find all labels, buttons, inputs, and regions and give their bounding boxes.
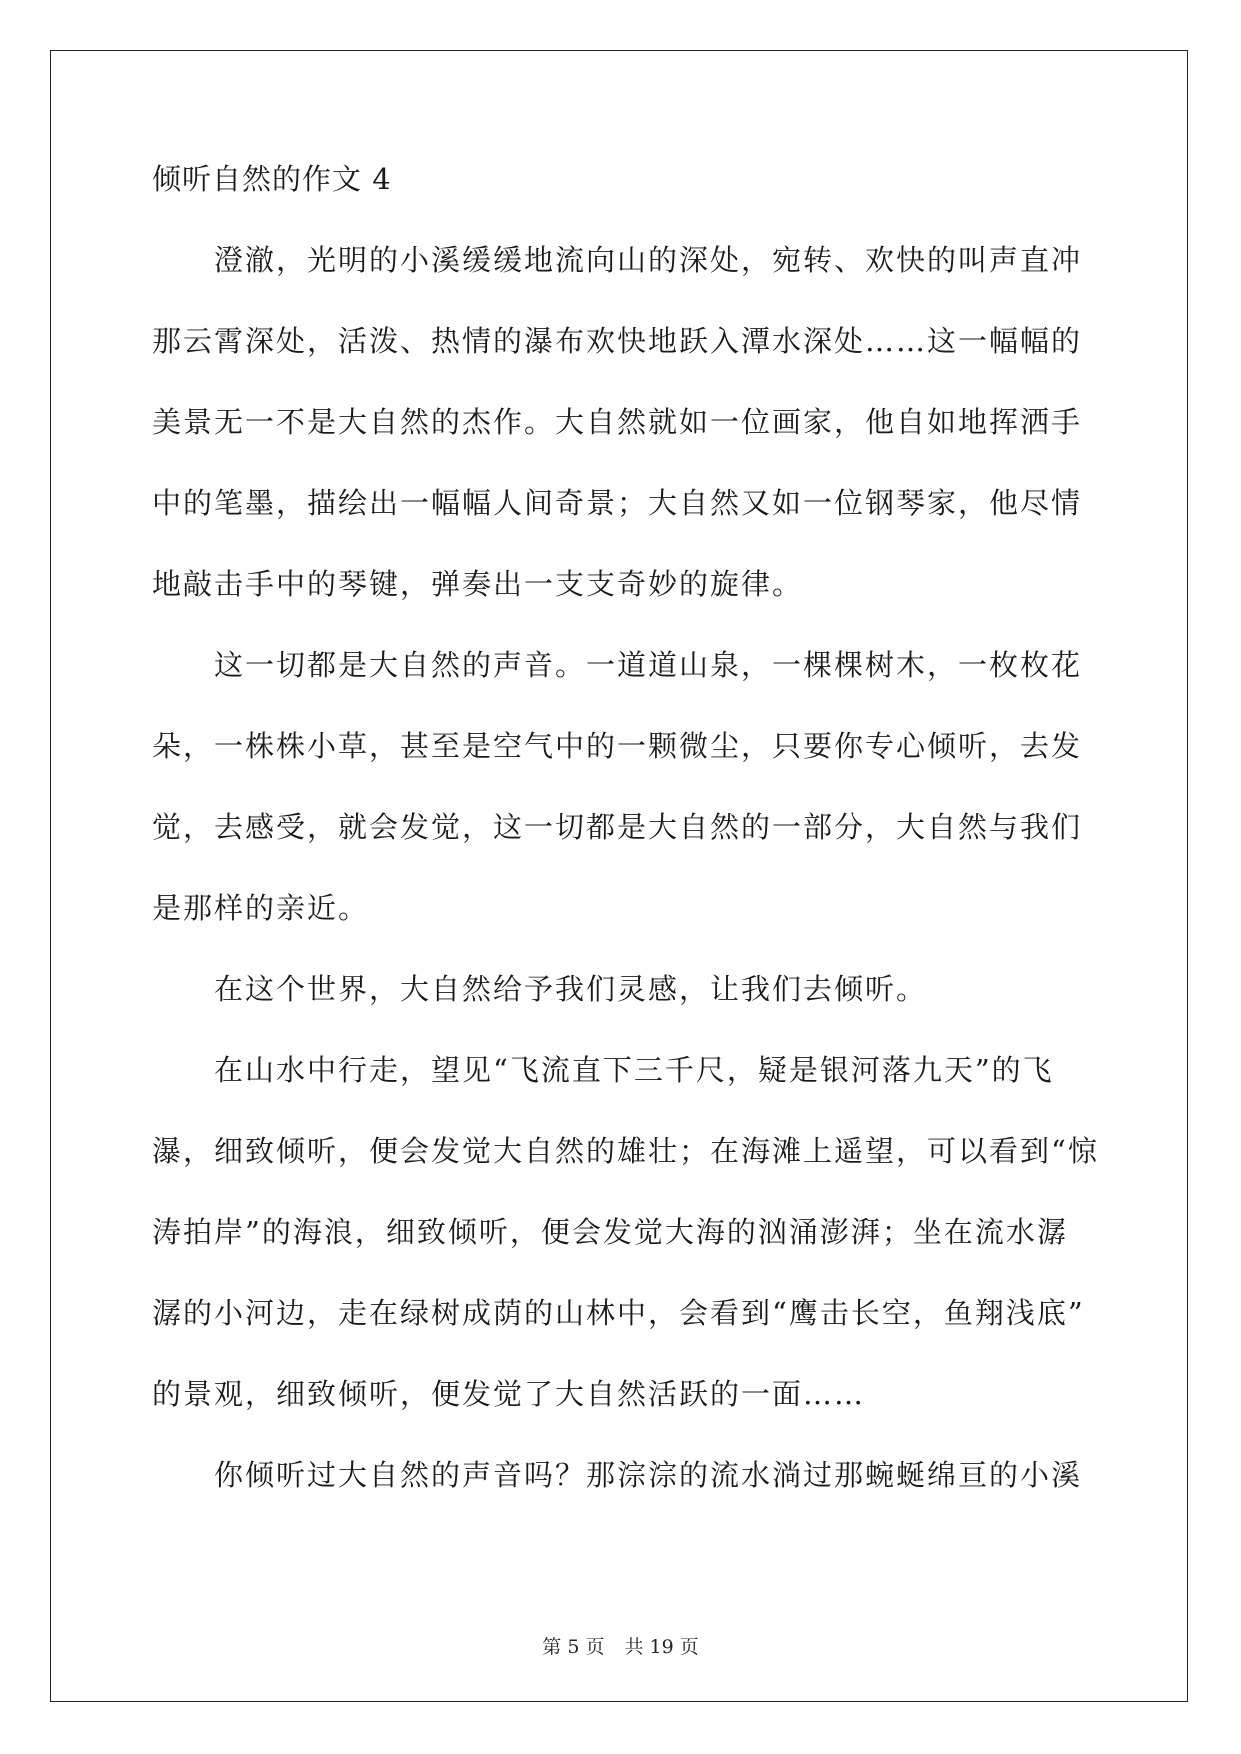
- text-line: 在山水中行走，望见“飞流直下三千尺，疑是银河落九天”的飞: [214, 1053, 1054, 1087]
- document-body: [152, 158, 1099, 1535]
- text-line: 觉，去感受，就会发觉，这一切都是大自然的一部分，大自然与我们: [152, 810, 1083, 844]
- text-line: 在这个世界，大自然给予我们灵感，让我们去倾听。: [214, 972, 928, 1006]
- text-line: 的景观，细致倾听，便发觉了大自然活跃的一面……: [152, 1377, 866, 1411]
- text-line: 潺的小河边，走在绿树成荫的山林中，会看到“鹰击长空，鱼翔浅底”: [152, 1296, 1085, 1330]
- text-line: 涛拍岸”的海浪，细致倾听，便会发觉大海的汹涌澎湃；坐在流水潺: [152, 1215, 1068, 1249]
- text-line: 你倾听过大自然的声音吗？那淙淙的流水淌过那蜿蜒绵亘的小溪: [214, 1458, 1083, 1492]
- text-line: 是那样的亲近。: [152, 891, 370, 925]
- document-title: 倾听自然的作文 4: [152, 162, 392, 196]
- text-line: 地敲击手中的琴键，弹奏出一支支奇妙的旋律。: [152, 567, 804, 601]
- page-total: 共 19 页: [624, 1636, 699, 1658]
- text-line: 中的笔墨，描绘出一幅幅人间奇景；大自然又如一位钢琴家，他尽情: [152, 486, 1083, 520]
- text-line: 澄澈，光明的小溪缓缓地流向山的深处，宛转、欢快的叫声直冲: [214, 243, 1083, 277]
- page-number: 第 5 页: [542, 1636, 605, 1658]
- text-line: 这一切都是大自然的声音。一道道山泉，一棵棵树木，一枚枚花: [214, 648, 1083, 682]
- text-line: 美景无一不是大自然的杰作。大自然就如一位画家，他自如地挥洒手: [152, 405, 1083, 439]
- text-line: 那云霄深处，活泼、热情的瀑布欢快地跃入潭水深处……这一幅幅的: [152, 324, 1083, 358]
- text-line: 朵，一株株小草，甚至是空气中的一颗微尘，只要你专心倾听，去发: [152, 729, 1083, 763]
- text-line: 瀑，细致倾听，便会发觉大自然的雄壮；在海滩上遥望，可以看到“惊: [152, 1134, 1099, 1168]
- page-footer: [0, 1632, 1241, 1659]
